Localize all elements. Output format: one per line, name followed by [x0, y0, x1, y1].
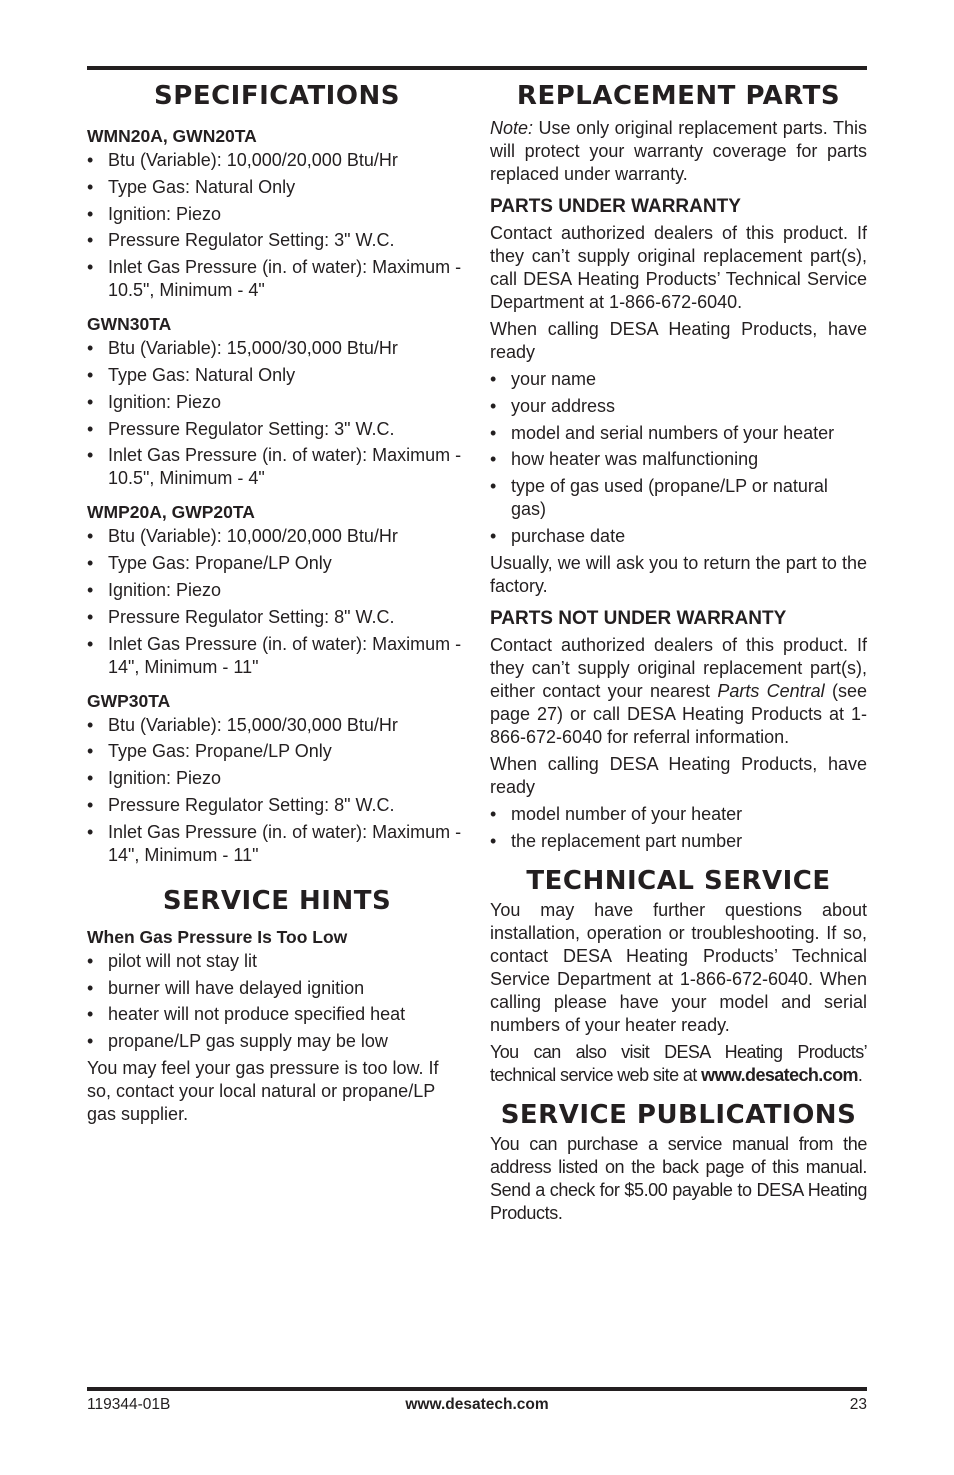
bullet-icon: •	[87, 950, 94, 971]
nonwarranty-text-b: (see page 27) or call DESA Heating Products at 1-866-672-6040 for referral information.	[490, 680, 867, 747]
list-item	[87, 391, 467, 414]
bullet-icon: •	[87, 445, 94, 466]
list-item	[87, 950, 467, 973]
tech-text-b: .	[857, 1064, 863, 1085]
list-item-text: Ignition: Piezo	[108, 579, 222, 600]
parts-central-term: Parts Central	[717, 680, 825, 701]
bullet-icon: •	[87, 553, 94, 574]
list-item-text: how heater was malfunctioning	[511, 449, 759, 470]
model-heading: GWP30TA	[87, 690, 171, 711]
list-item	[87, 633, 467, 679]
list-item-text: Pressure Regulator Setting: 8" W.C.	[108, 606, 395, 627]
page-number: 23	[849, 1396, 867, 1413]
list-item	[490, 422, 867, 445]
nonwarranty-text-a: Contact authorized dealers of this product. If they can’t supply original replacement part(s), either contact your nearest	[490, 634, 867, 701]
list-item	[490, 448, 867, 471]
bullet-icon: •	[87, 1004, 94, 1025]
list-item-text: heater will not produce specified heat	[108, 1004, 406, 1025]
list-item-text: Inlet Gas Pressure (in. of water): Maximum - 14", Minimum - 11"	[108, 821, 462, 865]
bullet-icon: •	[87, 579, 94, 600]
list-item-text: Pressure Regulator Setting: 3" W.C.	[108, 230, 395, 251]
left-column	[87, 78, 467, 1130]
nonwarranty-paragraph-2: When calling DESA Heating Products, have ready	[490, 753, 867, 797]
bullet-icon: •	[87, 418, 94, 439]
list-item	[87, 525, 467, 548]
warranty-paragraph-3: Usually, we will ask you to return the part to the factory.	[490, 552, 867, 596]
parts-under-warranty-heading: PARTS UNDER WARRANTY	[490, 196, 741, 217]
list-item	[87, 418, 467, 441]
model-spec-list	[87, 525, 467, 678]
list-item	[87, 714, 467, 737]
list-item	[87, 337, 467, 360]
top-rule	[87, 66, 867, 70]
list-item	[87, 1030, 467, 1053]
document-number: 119344-01B	[87, 1396, 171, 1413]
list-item-text: the replacement part number	[511, 830, 743, 851]
bullet-icon: •	[490, 422, 497, 443]
website-link[interactable]: www.desatech.com	[701, 1064, 858, 1085]
list-item	[490, 803, 867, 826]
list-item-text: Ignition: Piezo	[108, 768, 222, 789]
list-item-text: Ignition: Piezo	[108, 391, 222, 412]
list-item	[490, 475, 867, 521]
list-item-text: Type Gas: Natural Only	[108, 176, 296, 197]
list-item	[87, 821, 467, 867]
nonwarranty-paragraph-1	[490, 634, 867, 749]
list-item-text: Btu (Variable): 10,000/20,000 Btu/Hr	[108, 150, 398, 170]
list-item-text: model and serial numbers of your heater	[511, 422, 835, 443]
bullet-icon: •	[490, 830, 497, 851]
bullet-icon: •	[87, 338, 94, 359]
service-publications-heading: SERVICE PUBLICATIONS	[500, 1099, 857, 1130]
replacement-note	[490, 117, 867, 186]
bullet-icon: •	[87, 821, 94, 842]
list-item-text: Ignition: Piezo	[108, 203, 222, 224]
list-item-text: Btu (Variable): 10,000/20,000 Btu/Hr	[108, 526, 398, 547]
bullet-icon: •	[87, 606, 94, 627]
technical-service-heading: TECHNICAL SERVICE	[526, 865, 831, 896]
list-item	[490, 830, 867, 853]
list-item	[87, 767, 467, 790]
bullet-icon: •	[87, 257, 94, 278]
list-item-text: Inlet Gas Pressure (in. of water): Maximum - 14", Minimum - 11"	[108, 633, 462, 677]
bullet-icon: •	[490, 449, 497, 470]
bullet-icon: •	[87, 714, 94, 735]
bullet-icon: •	[490, 803, 497, 824]
replacement-parts-heading: REPLACEMENT PARTS	[516, 81, 841, 111]
nonwarranty-list	[490, 803, 867, 853]
list-item-text: Pressure Regulator Setting: 8" W.C.	[108, 794, 395, 815]
list-item	[87, 552, 467, 575]
publications-paragraph: You can purchase a service manual from the address listed on the back page of this manual. Send a check for $5.00 payable to DESA Heating Products.	[490, 1133, 867, 1223]
bullet-icon: •	[87, 391, 94, 412]
list-item	[490, 525, 867, 548]
list-item	[87, 740, 467, 763]
bullet-icon: •	[87, 176, 94, 197]
footer-website[interactable]: www.desatech.com	[405, 1396, 549, 1413]
parts-not-under-warranty-heading: PARTS NOT UNDER WARRANTY	[490, 607, 787, 629]
list-item-text: Type Gas: Propane/LP Only	[108, 741, 332, 762]
service-hints-text: You may feel your gas pressure is too low. If so, contact your local natural or propane/LP gas supplier.	[87, 1057, 439, 1124]
bullet-icon: •	[87, 203, 94, 224]
service-hints-subtitle: When Gas Pressure Is Too Low	[87, 926, 348, 947]
service-hints-list	[87, 950, 467, 1053]
bottom-rule	[87, 1387, 867, 1391]
model-spec-list	[87, 337, 467, 490]
tech-text-a: You can also visit DESA Heating Products’ technical service web site at	[490, 1041, 867, 1085]
list-item-text: your address	[511, 395, 616, 416]
tech-paragraph-2	[490, 1041, 867, 1087]
note-label: Note:	[490, 118, 534, 138]
list-item-text: propane/LP gas supply may be low	[108, 1031, 388, 1052]
list-item-text: model number of your heater	[511, 803, 743, 824]
list-item	[87, 977, 467, 1000]
list-item	[490, 395, 867, 418]
right-column	[490, 78, 867, 1229]
list-item-text: type of gas used (propane/LP or natural gas)	[511, 476, 828, 520]
list-item	[87, 256, 467, 302]
bullet-icon: •	[87, 633, 94, 654]
bullet-icon: •	[490, 395, 497, 416]
model-heading: GWN30TA	[87, 314, 172, 335]
specifications-heading: SPECIFICATIONS	[154, 81, 400, 111]
list-item-text: Type Gas: Propane/LP Only	[108, 553, 332, 574]
list-item-text: Type Gas: Natural Only	[108, 364, 296, 385]
bullet-icon: •	[87, 150, 94, 170]
list-item	[87, 794, 467, 817]
list-item-text: your name	[511, 369, 597, 389]
model-heading: WMN20A, GWN20TA	[87, 126, 257, 146]
note-text: Use only original replacement parts. This will protect your warranty coverage for parts replaced under warranty.	[490, 118, 867, 184]
list-item-text: burner will have delayed ignition	[108, 977, 365, 998]
bullet-icon: •	[87, 230, 94, 251]
specifications-list	[87, 126, 467, 867]
bullet-icon: •	[490, 369, 497, 389]
list-item-text: pilot will not stay lit	[108, 950, 258, 971]
list-item	[490, 368, 867, 391]
tech-paragraph-1: You may have further questions about installation, operation or troubleshooting. If so, contact DESA Heating Products’ Technical Service Department at 1-866-672-6040. When calling please have your model and serial numbers of your heater ready.	[490, 899, 867, 1035]
bullet-icon: •	[87, 1031, 94, 1052]
list-item	[87, 229, 467, 252]
bullet-icon: •	[87, 768, 94, 789]
list-item	[87, 203, 467, 226]
bullet-icon: •	[87, 977, 94, 998]
list-item	[87, 606, 467, 629]
bullet-icon: •	[490, 476, 497, 497]
list-item-text: Btu (Variable): 15,000/30,000 Btu/Hr	[108, 714, 398, 735]
list-item	[87, 579, 467, 602]
warranty-paragraph-2: When calling DESA Heating Products, have ready	[490, 319, 867, 362]
list-item	[87, 176, 467, 199]
list-item-text: Inlet Gas Pressure (in. of water): Maximum - 10.5", Minimum - 4"	[108, 445, 462, 489]
bullet-icon: •	[490, 525, 497, 546]
model-spec-list	[87, 149, 467, 302]
list-item-text: Inlet Gas Pressure (in. of water): Maximum - 10.5", Minimum - 4"	[108, 257, 462, 301]
bullet-icon: •	[87, 526, 94, 547]
service-hints-heading: SERVICE HINTS	[162, 885, 392, 916]
warranty-list	[490, 368, 867, 548]
list-item	[87, 364, 467, 387]
model-heading: WMP20A, GWP20TA	[87, 502, 255, 523]
list-item	[87, 444, 467, 490]
warranty-paragraph-1: Contact authorized dealers of this product. If they can’t supply original replacement part(s), call DESA Heating Products’ Technical Service Department at 1-866-672-6040.	[490, 223, 867, 312]
list-item-text: Btu (Variable): 15,000/30,000 Btu/Hr	[108, 338, 398, 359]
list-item-text: purchase date	[511, 525, 626, 546]
bullet-icon: •	[87, 364, 94, 385]
list-item	[87, 149, 467, 172]
list-item-text: Pressure Regulator Setting: 3" W.C.	[108, 418, 395, 439]
list-item	[87, 1003, 467, 1026]
model-spec-list	[87, 714, 467, 867]
bullet-icon: •	[87, 741, 94, 762]
bullet-icon: •	[87, 794, 94, 815]
